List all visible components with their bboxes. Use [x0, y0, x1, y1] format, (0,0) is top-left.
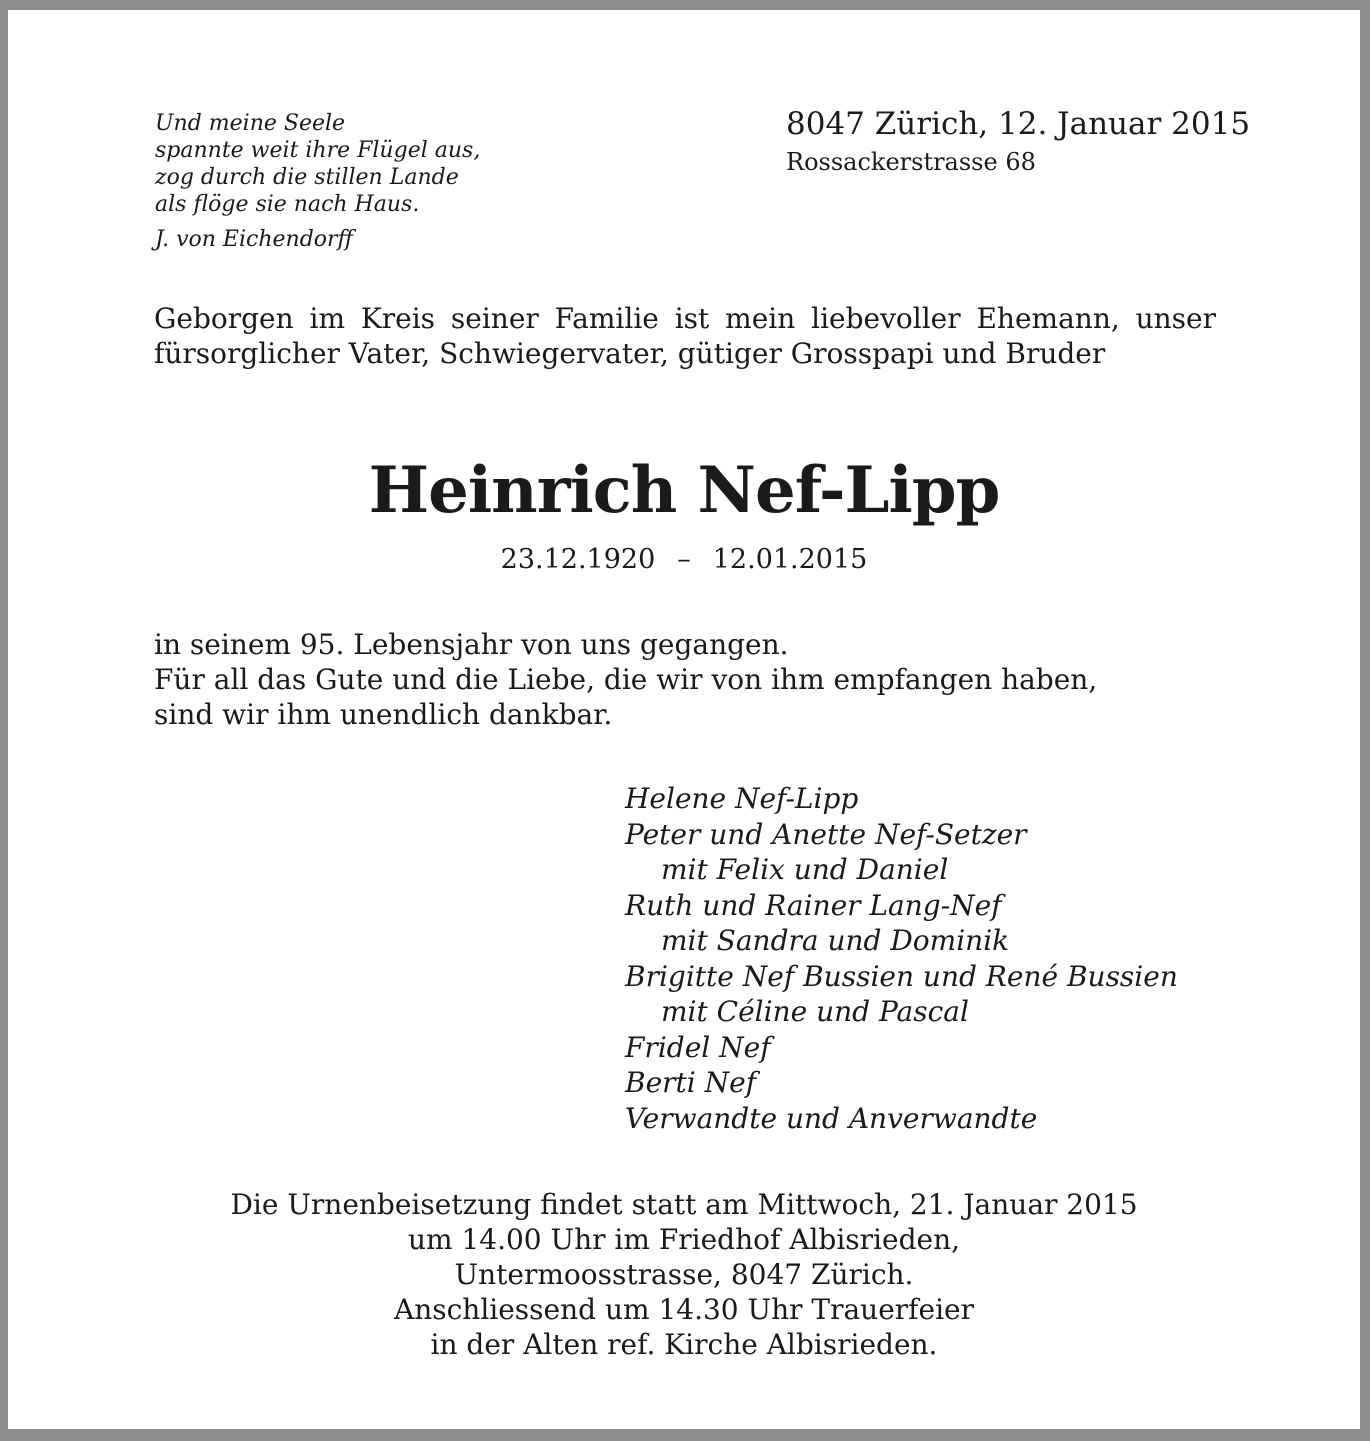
- message-line: Für all das Gute und die Liebe, die wir von ihm empfangen haben,: [154, 663, 1098, 696]
- message-line: sind wir ihm unendlich dankbar.: [154, 698, 613, 731]
- birth-date: 23.12.1920: [500, 544, 656, 575]
- poem-line: spannte weit ihre Flügel aus,: [155, 138, 481, 163]
- funeral-line: um 14.00 Uhr im Friedhof Albisrieden,: [407, 1223, 961, 1256]
- place-date: 8047 Zürich, 12. Januar 2015: [786, 106, 1251, 142]
- mourner: Fridel Nef: [625, 1030, 771, 1064]
- life-dates: [8, 544, 1360, 575]
- funeral-line: in der Alten ref. Kirche Albisrieden.: [430, 1328, 938, 1361]
- poem-line: Und meine Seele: [155, 111, 346, 136]
- poem-line: als flöge sie nach Haus.: [155, 192, 420, 217]
- death-date: 12.01.2015: [712, 544, 868, 575]
- message-line: in seinem 95. Lebensjahr von uns gegangen.: [154, 628, 789, 661]
- message-text: [154, 627, 1216, 732]
- poem-quote: [155, 110, 575, 253]
- mourner: Peter und Anette Nef-Setzer: [625, 817, 1027, 851]
- deceased-name: Heinrich Nef-Lipp: [368, 453, 1000, 528]
- mourner: Helene Nef-Lipp: [625, 782, 859, 815]
- mourner: Verwandte und Anverwandte: [625, 1101, 1038, 1135]
- mourner: Ruth und Rainer Lang-Nef: [625, 888, 1002, 922]
- mourner-children: mit Céline und Pascal: [661, 995, 969, 1028]
- mourner: Brigitte Nef Bussien und René Bussien: [625, 959, 1178, 993]
- address: Rossackerstrasse 68: [786, 148, 1036, 176]
- obituary-notice: [8, 10, 1360, 1429]
- funeral-line: Die Urnenbeisetzung findet statt am Mittwoch, 21. Januar 2015: [230, 1188, 1138, 1221]
- intro-text: Geborgen im Kreis seiner Familie ist mein liebevoller Ehemann, unser fürsorglicher Vater, Schwiegervater, gütiger Grosspapi und Bruder: [154, 302, 1216, 370]
- mourners-list: [625, 781, 1178, 1136]
- mourner-children: mit Sandra und Dominik: [661, 924, 1010, 957]
- poem-line: zog durch die stillen Lande: [155, 165, 459, 190]
- date-separator: –: [677, 544, 691, 575]
- funeral-details: [8, 1187, 1360, 1362]
- mourner: Berti Nef: [625, 1066, 757, 1099]
- poem-author: J. von Eichendorff: [155, 227, 354, 252]
- funeral-line: Untermoosstrasse, 8047 Zürich.: [454, 1258, 914, 1291]
- mourner-children: mit Felix und Daniel: [661, 853, 949, 886]
- funeral-line: Anschliessend um 14.30 Uhr Trauerfeier: [393, 1293, 975, 1326]
